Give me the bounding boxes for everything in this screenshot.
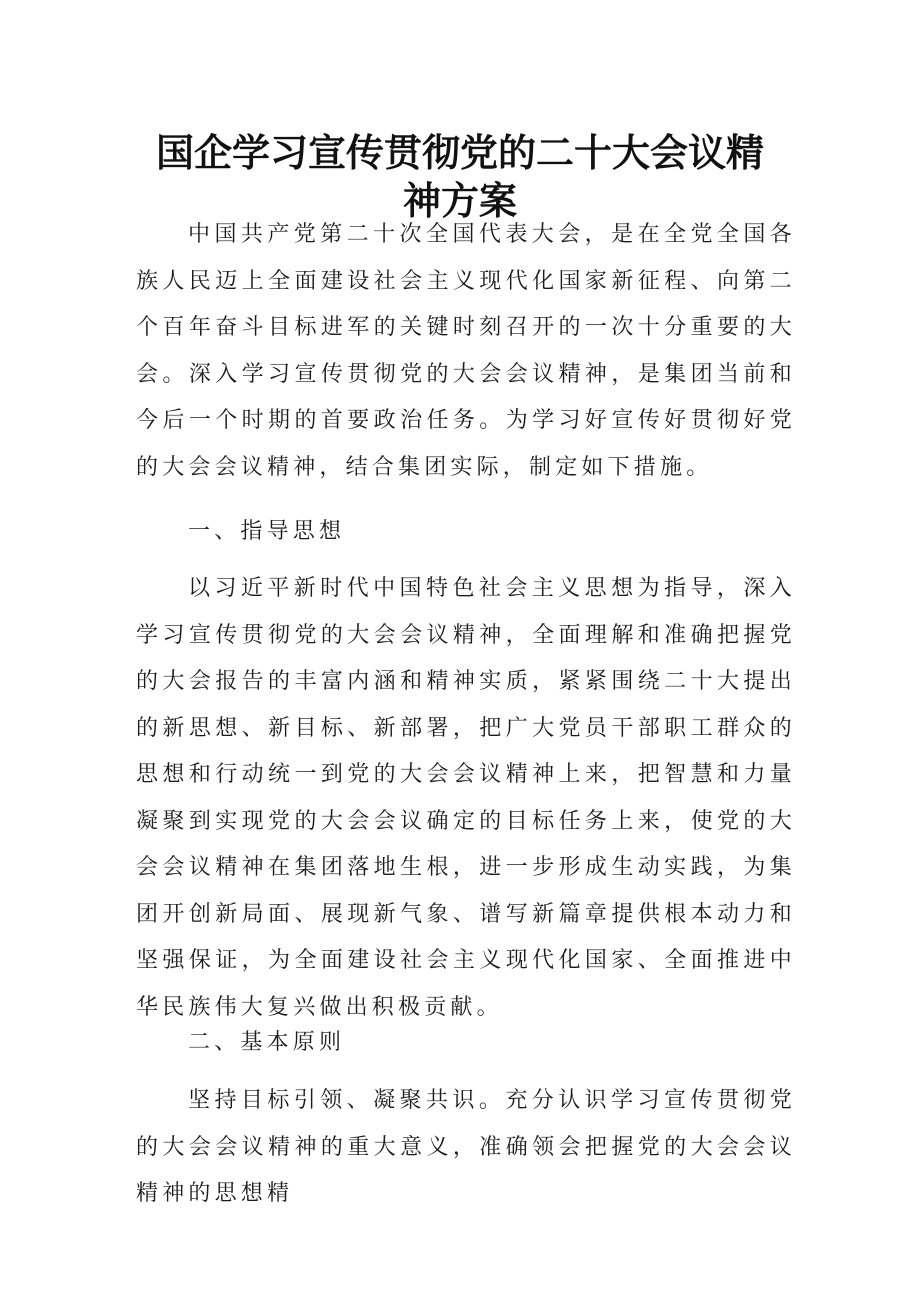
document-title-line-2: 神方案 — [402, 178, 517, 224]
section-body-guiding-ideology: 以习近平新时代中国特色社会主义思想为指导，深入学习宣传贯彻党的大会会议精神，全面理解和准确把握党的大会报告的丰富内涵和精神实质，紧紧围绕二十大提出的新思想、新目标、新部署，把广大党员干部职工群众的思想和行动统一到党的大会会议精神上来，把智慧和力量凝聚到实现党的大会会议确定的目标任务上来，使党的大会会议精神在集团落地生根，进一步形成生动实践，为集团开创新局面、展现新气象、谱写新篇章提供根本动力和坚强保证，为全面建设社会主义现代化国家、全面推进中华民族伟大复兴做出积极贡献。 — [136, 576, 796, 1020]
intro-paragraph: 中国共产党第二十次全国代表大会，是在全党全国各族人民迈上全面建设社会主义现代化国家新征程、向第二个百年奋斗目标进军的关键时刻召开的一次十分重要的大会。深入学习宣传贯彻党的大会会议精神，是集团当前和今后一个时期的首要政治任务。为学习好宣传好贯彻好党的大会会议精神，结合集团实际，制定如下措施。 — [136, 222, 796, 480]
section-body-basic-principles: 坚持目标引领、凝聚共识。充分认识学习宣传贯彻党的大会会议精神的重大意义，准确领会把握党的大会会议精神的思想精 — [136, 1088, 796, 1206]
section-heading-basic-principles: 二、基本原则 — [188, 1030, 346, 1055]
section-heading-guiding-ideology: 一、指导思想 — [188, 519, 346, 544]
document-title-line-1: 国企学习宣传贯彻党的二十大会议精 — [155, 130, 764, 176]
